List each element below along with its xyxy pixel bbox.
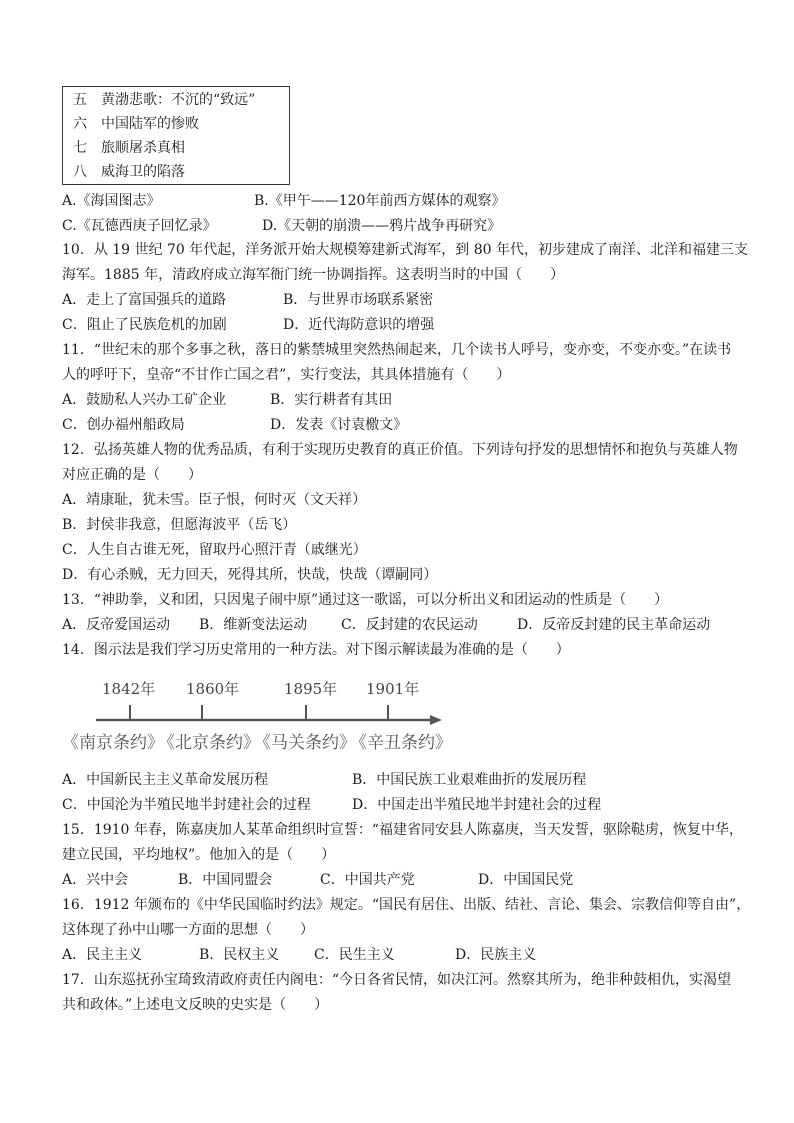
timeline-treaty: 《辛丑条约》 — [350, 733, 452, 753]
q13-stem: 13．“神助拳，义和团，只因鬼子闹中原”通过这一歌谣，可以分析出义和团运动的性质是（ ） — [62, 592, 669, 608]
timeline-year: 1901年 — [366, 680, 420, 698]
timeline-axis — [62, 672, 462, 732]
q10-option-d: D．近代海防意识的增强 — [283, 317, 435, 333]
q13-option-a: A．反帝爱国运动 — [62, 617, 171, 633]
q11-option-b: B．实行耕者有其田 — [270, 392, 393, 408]
q12-option-a: A．靖康耻，犹未雪。臣子恨，何时灭（文天祥） — [62, 492, 367, 508]
q17-stem: 共和政体。”上述电文反映的史实是（ ） — [62, 997, 329, 1013]
timeline-year: 1895年 — [284, 680, 338, 698]
q16-stem: 16．1912 年颁布的《中华民国临时约法》规定。“国民有居住、出版、结社、言论、集会、宗教信仰等自由”， — [62, 897, 751, 913]
q9-option-b: B.《甲午——120年前西方媒体的观察》 — [254, 193, 506, 209]
q13-option-d: D．反帝反封建的民主革命运动 — [517, 617, 711, 633]
timeline-treaty: 《马关条约》 — [254, 733, 356, 753]
q11-option-a: A．鼓励私人兴办工矿企业 — [62, 392, 227, 408]
q14-option-b: B．中国民族工业艰难曲折的发展历程 — [352, 772, 587, 788]
q14-option-a: A．中国新民主主义革命发展历程 — [62, 772, 269, 788]
q9-option-a: A.《海国图志》 — [62, 193, 161, 209]
q14-option-c: C．中国沦为半殖民地半封建社会的过程 — [62, 797, 311, 813]
q13-option-c: C．反封建的农民运动 — [341, 617, 478, 633]
q14-option-d: D．中国走出半殖民地半封建社会的过程 — [352, 797, 602, 813]
q13-option-b: B．维新变法运动 — [199, 617, 308, 633]
q12-option-c: C．人生自古谁无死，留取丹心照汗青（戚继光） — [62, 542, 367, 558]
toc-row: 八 威海卫的陷落 — [73, 164, 185, 180]
q17-stem: 17．山东巡抚孙宝琦致清政府责任内阁电：“今日各省民情，如决江河。然察其所为，绝非种鼓相仇，实渴望 — [62, 972, 731, 988]
timeline-arrow-icon — [430, 715, 442, 725]
q16-option-c: C．民生主义 — [314, 947, 395, 963]
q12-stem: 12．弘扬英雄人物的优秀品质，有利于实现历史教育的真正价值。下列诗句抒发的思想情怀和抱负与英雄人物 — [62, 442, 738, 458]
timeline-year: 1842年 — [102, 680, 156, 698]
table-of-contents-box — [62, 86, 290, 185]
q12-option-b: B．封侯非我意，但愿海波平（岳飞） — [62, 517, 297, 533]
q15-option-c: C．中国共产党 — [320, 872, 415, 888]
q16-stem: 这体现了孙中山哪一方面的思想（ ） — [62, 922, 314, 938]
q10-option-b: B．与世界市场联系紧密 — [283, 292, 434, 308]
q10-option-c: C．阻止了民族危机的加剧 — [62, 317, 227, 333]
q11-stem: 人的呼吁下，皇帝“不甘作亡国之君”，实行变法，其具体措施有（ ） — [62, 367, 511, 383]
toc-row: 六 中国陆军的惨败 — [73, 116, 199, 132]
q11-option-c: C．创办福州船政局 — [62, 417, 185, 433]
q10-stem: 海军。1885 年，清政府成立海军衙门统一协调指挥。这表明当时的中国（ ） — [62, 267, 565, 283]
q15-option-d: D．中国国民党 — [478, 872, 574, 888]
timeline-treaty: 《北京条约》 — [158, 733, 260, 753]
q10-option-a: A．走上了富国强兵的道路 — [62, 292, 227, 308]
toc-row: 七 旅顺屠杀真相 — [73, 140, 185, 156]
q12-option-d: D．有心杀贼，无力回天，死得其所，快哉，快哉（谭嗣同） — [62, 567, 438, 583]
timeline-year: 1860年 — [186, 680, 240, 698]
treaty-timeline — [62, 672, 462, 762]
q11-option-d: D．发表《讨袁檄文》 — [270, 417, 408, 433]
q10-stem: 10．从 19 世纪 70 年代起，洋务派开始大规模筹建新式海军，到 80 年代，初步建成了南洋、北洋和福建三支 — [62, 242, 748, 258]
q15-stem: 建立民国，平均地权”。他加入的是（ ） — [62, 847, 336, 863]
q15-stem: 15．1910 年春，陈嘉庚加人某革命组织时宣誓：“福建省同安县人陈嘉庚，当天发誓，驱除鞑虏，恢复中华， — [62, 822, 744, 838]
q15-option-a: A．兴中会 — [62, 872, 129, 888]
q12-stem: 对应正确的是（ ） — [62, 467, 202, 483]
q14-stem: 14．图示法是我们学习历史常用的一种方法。对下图示解读最为准确的是（ ） — [62, 642, 570, 658]
q16-option-b: B．民权主义 — [199, 947, 280, 963]
q16-option-a: A．民主主义 — [62, 947, 143, 963]
q9-option-d: D.《天朝的崩溃——鸦片战争再研究》 — [262, 218, 502, 234]
q15-option-b: B．中国同盟会 — [178, 872, 273, 888]
q11-stem: 11．“世纪末的那个多事之秋，落日的紫禁城里突然热闹起来，几个读书人呼号，变亦变，不变亦变。”在读书 — [62, 342, 732, 358]
timeline-treaty: 《南京条约》 — [62, 733, 164, 753]
q9-option-c: C.《瓦德西庚子回忆录》 — [62, 218, 217, 234]
q16-option-d: D．民族主义 — [455, 947, 537, 963]
toc-row: 五 黄渤悲歌：不沉的“致远” — [73, 92, 256, 108]
